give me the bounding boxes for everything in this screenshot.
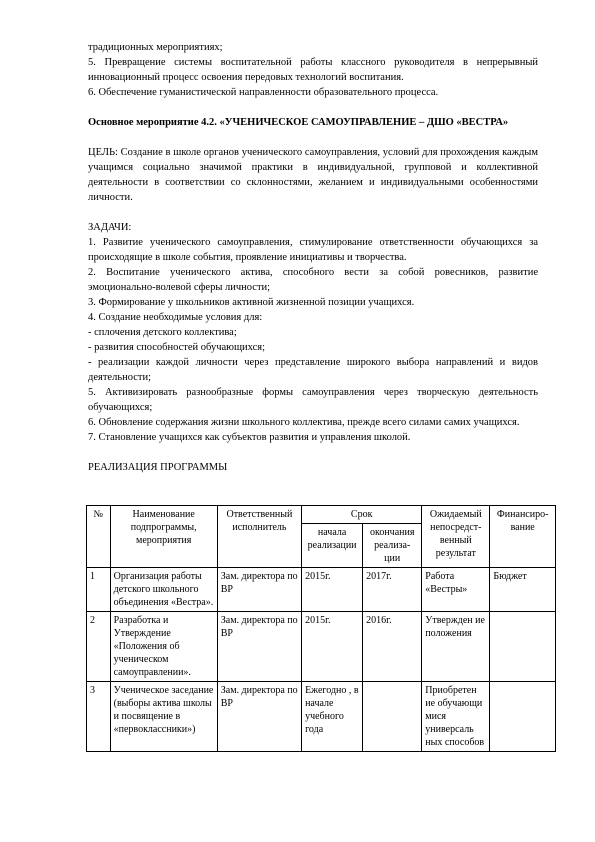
cell-name: Организация работы детского школьного объединения «Вестра».	[110, 568, 217, 612]
task-item: 3. Формирование у школьников активной жизненной позиции учащихся.	[88, 297, 415, 308]
task-item: 5. Активизировать разнообразные формы самоуправления через творческую деятельность обучающихся;	[88, 387, 538, 413]
table-row	[87, 682, 556, 752]
cell-end: 2017г.	[363, 568, 422, 612]
goal-paragraph: ЦЕЛЬ: Создание в школе органов ученического самоуправления, условий для прохождения каждым учащимся социально значимой практики в индивидуальной, групповой и коллективной деятельности в соответствии со склонностями, желанием и индивидуальными особенностями личности.	[88, 147, 538, 203]
cell-result: Утвержден ие положения	[422, 612, 490, 682]
program-table	[86, 505, 556, 752]
task-item: 1. Развитие ученического самоуправления, стимулирование ответственности обучающихся за происходящие в школе события, проявление инициативы и творчества.	[88, 237, 538, 263]
cell-num: 3	[87, 682, 111, 752]
task-item: - сплочения детского коллектива;	[88, 327, 237, 338]
task-item: 4. Создание необходимые условия для:	[88, 312, 263, 323]
header-executor: Ответственный исполнитель	[217, 506, 301, 568]
cell-end: 2016г.	[363, 612, 422, 682]
task-item: - реализации каждой личности через представление широкого выбора направлений и видов деятельности;	[88, 357, 538, 383]
cell-executor: Зам. директора по ВР	[217, 682, 301, 752]
tasks-heading: ЗАДАЧИ:	[88, 222, 132, 233]
header-finance: Финансиро-вание	[490, 506, 556, 568]
cell-start: Ежегодно , в начале учебного года	[302, 682, 363, 752]
cell-result: Приобретен ие обучающи мися универсаль ных способов	[422, 682, 490, 752]
table-row	[87, 612, 556, 682]
header-name: Наименование подпрограммы, мероприятия	[110, 506, 217, 568]
intro-line: традиционных мероприятиях;	[88, 42, 223, 53]
table-header-row	[87, 506, 556, 524]
header-term: Срок	[302, 506, 422, 524]
task-item: 7. Становление учащихся как субъектов развития и управления школой.	[88, 432, 411, 443]
header-result: Ожидаемый непосредст-венный результат	[422, 506, 490, 568]
table-row	[87, 568, 556, 612]
cell-finance	[490, 612, 556, 682]
cell-end	[363, 682, 422, 752]
cell-result: Работа «Вестры»	[422, 568, 490, 612]
intro-line: 6. Обеспечение гуманистической направленности образовательного процесса.	[88, 87, 439, 98]
cell-finance: Бюджет	[490, 568, 556, 612]
section-title: Основное мероприятие 4.2. «УЧЕНИЧЕСКОЕ САМОУПРАВЛЕНИЕ – ДШО «ВЕСТРА»	[88, 117, 509, 128]
cell-start: 2015г.	[302, 612, 363, 682]
cell-finance	[490, 682, 556, 752]
cell-name: Разработка и Утверждение «Положения об ученическом самоуправлении».	[110, 612, 217, 682]
cell-num: 1	[87, 568, 111, 612]
header-start: начала реализации	[302, 524, 363, 568]
cell-num: 2	[87, 612, 111, 682]
intro-line: 5. Превращение системы воспитательной работы классного руководителя в непрерывный инновационный процесс освоения передовых технологий воспитания.	[88, 57, 538, 83]
cell-executor: Зам. директора по ВР	[217, 612, 301, 682]
document-body	[88, 40, 538, 475]
program-heading: РЕАЛИЗАЦИЯ ПРОГРАММЫ	[88, 462, 228, 473]
header-num: №	[87, 506, 111, 568]
cell-name: Ученическое заседание (выборы актива школы и посвящение в «первоклассники»)	[110, 682, 217, 752]
cell-start: 2015г.	[302, 568, 363, 612]
cell-executor: Зам. директора по ВР	[217, 568, 301, 612]
task-item: 2. Воспитание ученического актива, способного вести за собой ровесников, развитие эмоционально-волевой сферы личности;	[88, 267, 538, 293]
task-item: 6. Обновление содержания жизни школьного коллектива, прежде всего силами самих учащихся.	[88, 417, 520, 428]
header-end: окончания реализа-ции	[363, 524, 422, 568]
task-item: - развития способностей обучающихся;	[88, 342, 266, 353]
